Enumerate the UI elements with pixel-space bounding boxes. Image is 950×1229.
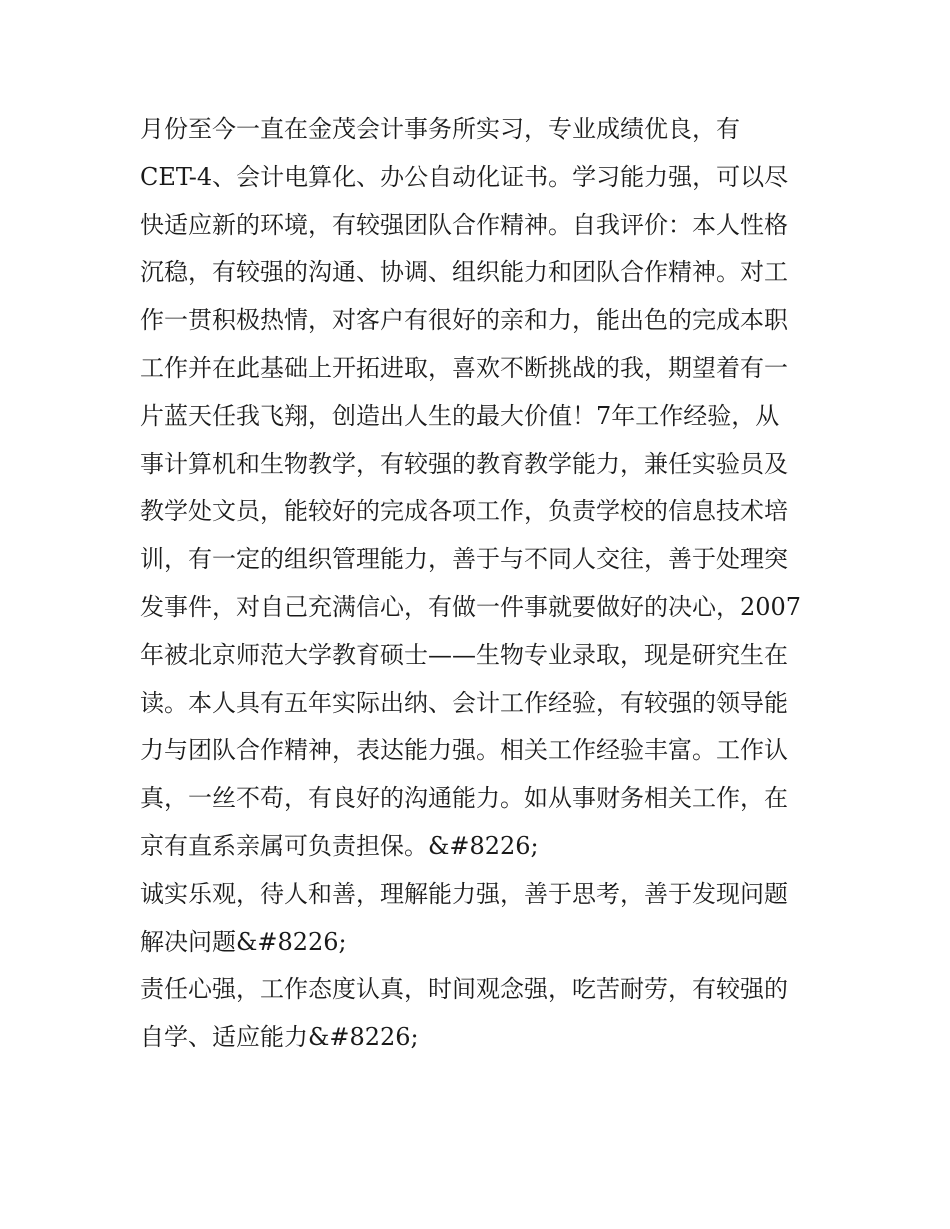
text-line: 快适应新的环境，有较强团队合作精神。自我评价：本人性格 [140, 210, 788, 239]
text-line: 片蓝天任我飞翔，创造出人生的最大价值！7年工作经验，从 [140, 401, 780, 430]
text-line: 训，有一定的组织管理能力，善于与不同人交往，善于处理突 [140, 545, 788, 574]
text-line: 真，一丝不苟，有良好的沟通能力。如从事财务相关工作，在 [140, 784, 788, 813]
text-line: 教学处文员，能较好的完成各项工作，负责学校的信息技术培 [140, 497, 788, 526]
text-line: 自学、适应能力&#8226; [140, 1023, 419, 1052]
text-line: 诚实乐观，待人和善，理解能力强，善于思考，善于发现问题 [140, 879, 788, 908]
text-line: 解决问题&#8226; [140, 927, 347, 956]
text-line: 沉稳，有较强的沟通、协调、组织能力和团队合作精神。对工 [140, 258, 788, 287]
text-line: 力与团队合作精神，表达能力强。相关工作经验丰富。工作认 [140, 736, 788, 765]
text-line: 月份至今一直在金茂会计事务所实习，专业成绩优良，有 [140, 115, 740, 143]
text-line: 读。本人具有五年实际出纳、会计工作经验，有较强的领导能 [140, 688, 788, 717]
text-line: 工作并在此基础上开拓进取，喜欢不断挑战的我，期望着有一 [140, 353, 788, 382]
text-line: CET-4、会计电算化、办公自动化证书。学习能力强，可以尽 [140, 162, 789, 191]
text-line: 事计算机和生物教学，有较强的教育教学能力，兼任实验员及 [140, 449, 788, 478]
text-line: 发事件，对自己充满信心，有做一件事就要做好的决心，2007 [140, 592, 802, 621]
text-line: 作一贯积极热情，对客户有很好的亲和力，能出色的完成本职 [140, 306, 788, 335]
text-line: 责任心强，工作态度认真，时间观念强，吃苦耐劳，有较强的 [140, 975, 788, 1004]
text-line: 京有直系亲属可负责担保。&#8226; [140, 831, 539, 860]
body-text [140, 106, 830, 1062]
text-line: 年被北京师范大学教育硕士——生物专业录取，现是研究生在 [140, 640, 788, 669]
